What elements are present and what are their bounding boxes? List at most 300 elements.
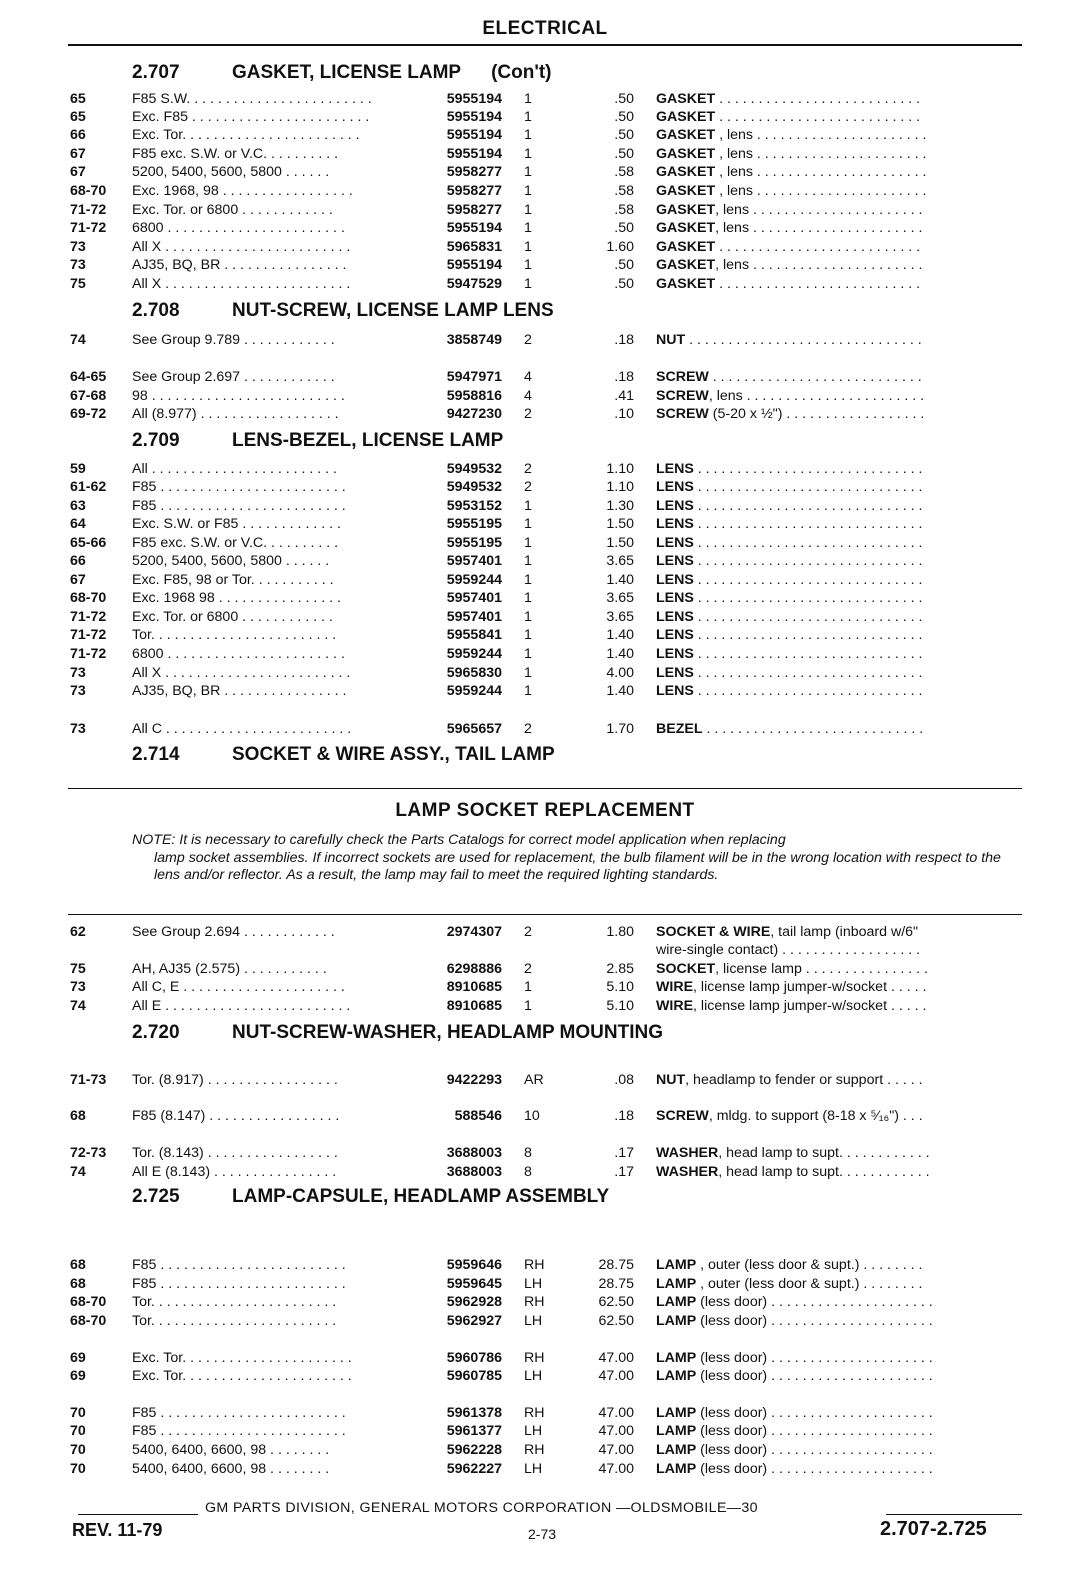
row-part-number: 8910685 [446, 979, 502, 995]
section-title: LAMP-CAPSULE, HEADLAMP ASSEMBLY [232, 1186, 610, 1207]
row-application: AJ35, BQ, BR . . . . . . . . . . . . . . . . [132, 257, 347, 273]
table-row [0, 1441, 1092, 1459]
row-year: 71-72 [70, 646, 107, 662]
row-year: 75 [70, 961, 86, 977]
section-heading [132, 1186, 609, 1208]
row-quantity: 1 [524, 535, 532, 551]
section-number: 2.709 [132, 430, 180, 451]
row-application: F85 . . . . . . . . . . . . . . . . . . . . . . . . [132, 1276, 346, 1292]
footer-rule-right [886, 1514, 1022, 1515]
row-description: LENS . . . . . . . . . . . . . . . . . . . . . . . . . . . . . [656, 498, 923, 514]
row-quantity: 1 [524, 553, 532, 569]
section-heading [132, 1022, 663, 1044]
row-part-number: 5959646 [446, 1257, 502, 1273]
row-quantity: 1 [524, 998, 532, 1014]
row-year: 59 [70, 461, 86, 477]
row-part-number: 5961377 [446, 1423, 502, 1439]
row-description: GASKET . . . . . . . . . . . . . . . . . . . . . . . . . . [656, 239, 921, 255]
row-year: 68-70 [70, 183, 107, 199]
table-row [0, 515, 1092, 533]
row-year: 62 [70, 924, 86, 940]
table-row [0, 1293, 1092, 1311]
table-row [0, 497, 1092, 515]
row-price: 47.00 [598, 1405, 634, 1421]
row-application: Tor. . . . . . . . . . . . . . . . . . . . . . . . [132, 627, 337, 643]
row-quantity: 1 [524, 646, 532, 662]
row-price: 2.85 [606, 961, 634, 977]
row-application: 5400, 6400, 6600, 98 . . . . . . . . [132, 1461, 330, 1477]
row-application: See Group 9.789 . . . . . . . . . . . . [132, 332, 335, 348]
table-row [0, 960, 1092, 978]
row-quantity: LH [524, 1461, 543, 1477]
row-description: LAMP (less door) . . . . . . . . . . . . . . . . . . . . . [656, 1294, 933, 1310]
row-quantity: LH [524, 1276, 543, 1292]
row-quantity: 1 [524, 627, 532, 643]
row-description: LENS . . . . . . . . . . . . . . . . . . . . . . . . . . . . . [656, 572, 923, 588]
section-heading [132, 300, 554, 322]
table-row [0, 460, 1092, 478]
row-year: 75 [70, 276, 86, 292]
table-row [0, 1460, 1092, 1478]
row-year: 68-70 [70, 1294, 107, 1310]
row-year: 65 [70, 109, 86, 125]
row-description: LENS . . . . . . . . . . . . . . . . . . . . . . . . . . . . . [656, 683, 923, 699]
row-price: .50 [614, 146, 634, 162]
row-quantity: 2 [524, 961, 532, 977]
row-quantity: RH [524, 1442, 545, 1458]
row-application: 6800 . . . . . . . . . . . . . . . . . . . . . . . [132, 220, 345, 236]
row-price: 1.30 [606, 498, 634, 514]
row-price: 1.40 [606, 683, 634, 699]
row-description: LAMP , outer (less door & supt.) . . . . . . . . [656, 1276, 923, 1292]
row-description: LENS . . . . . . . . . . . . . . . . . . . . . . . . . . . . . [656, 535, 923, 551]
row-application: Exc. Tor. or 6800 . . . . . . . . . . . . [132, 609, 333, 625]
row-year: 73 [70, 239, 86, 255]
row-year: 69-72 [70, 406, 107, 422]
table-row [0, 405, 1092, 423]
row-application: 98 . . . . . . . . . . . . . . . . . . . . . . . . . [132, 388, 345, 404]
row-description: GASKET . . . . . . . . . . . . . . . . . . . . . . . . . . [656, 276, 921, 292]
header-rule [68, 44, 1022, 46]
row-quantity: 2 [524, 479, 532, 495]
row-description: GASKET , lens . . . . . . . . . . . . . . . . . . . . . . [656, 127, 927, 143]
row-description: LENS . . . . . . . . . . . . . . . . . . . . . . . . . . . . . [656, 646, 923, 662]
table-row [0, 1144, 1092, 1162]
row-description: SCREW, lens . . . . . . . . . . . . . . . . . . . . . . . [656, 388, 925, 404]
note-first-line: NOTE: It is necessary to carefully check the Parts Catalogs for correct model application when replacing [132, 832, 786, 848]
row-application: F85 . . . . . . . . . . . . . . . . . . . . . . . . [132, 1257, 346, 1273]
row-part-number: 5959645 [446, 1276, 502, 1292]
row-description: NUT . . . . . . . . . . . . . . . . . . . . . . . . . . . . . . [656, 332, 922, 348]
row-year: 72-73 [70, 1145, 107, 1161]
row-application: Tor. . . . . . . . . . . . . . . . . . . . . . . . [132, 1294, 337, 1310]
section-title: NUT-SCREW, LICENSE LAMP LENS [232, 300, 554, 321]
row-quantity: 2 [524, 721, 532, 737]
row-part-number: 2974307 [446, 924, 502, 940]
row-part-number: 5965831 [446, 239, 502, 255]
row-application: All C, E . . . . . . . . . . . . . . . . . . . . . [132, 979, 345, 995]
row-part-number: 3688003 [446, 1145, 502, 1161]
row-part-number: 5955841 [446, 627, 502, 643]
table-row [0, 552, 1092, 570]
row-price: .50 [614, 91, 634, 107]
row-year: 67 [70, 146, 86, 162]
row-year: 71-72 [70, 609, 107, 625]
row-price: 5.10 [606, 998, 634, 1014]
row-application: All X . . . . . . . . . . . . . . . . . . . . . . . . [132, 239, 351, 255]
row-quantity: 1 [524, 665, 532, 681]
row-application: F85 exc. S.W. or V.C. . . . . . . . . . [132, 535, 339, 551]
row-price: 3.65 [606, 590, 634, 606]
row-part-number: 5962928 [446, 1294, 502, 1310]
row-part-number: 5960786 [446, 1350, 502, 1366]
row-price: .50 [614, 276, 634, 292]
row-application: All C . . . . . . . . . . . . . . . . . . . . . . . . [132, 721, 352, 737]
row-quantity: 1 [524, 979, 532, 995]
row-description: LENS . . . . . . . . . . . . . . . . . . . . . . . . . . . . . [656, 627, 923, 643]
row-application: See Group 2.694 . . . . . . . . . . . . [132, 924, 335, 940]
row-application: F85 S.W. . . . . . . . . . . . . . . . . . . . . . . . [132, 91, 372, 107]
row-description: GASKET , lens . . . . . . . . . . . . . . . . . . . . . . [656, 183, 927, 199]
row-quantity: 1 [524, 572, 532, 588]
row-part-number: 5955194 [446, 257, 502, 273]
row-year: 68-70 [70, 590, 107, 606]
table-row [0, 1422, 1092, 1440]
row-quantity: 4 [524, 369, 532, 385]
row-quantity: 8 [524, 1145, 532, 1161]
row-quantity: AR [524, 1072, 544, 1088]
row-description: LENS . . . . . . . . . . . . . . . . . . . . . . . . . . . . . [656, 609, 923, 625]
row-quantity: RH [524, 1257, 545, 1273]
row-part-number: 3858749 [446, 332, 502, 348]
row-year: 61-62 [70, 479, 107, 495]
row-description: GASKET , lens . . . . . . . . . . . . . . . . . . . . . . [656, 164, 927, 180]
row-description: GASKET, lens . . . . . . . . . . . . . . . . . . . . . . [656, 220, 923, 236]
row-part-number: 5947971 [446, 369, 502, 385]
row-year: 65-66 [70, 535, 107, 551]
row-description: SCREW (5-20 x ½") . . . . . . . . . . . . . . . . . . [656, 406, 925, 422]
table-row [0, 923, 1092, 941]
row-part-number: 5955194 [446, 220, 502, 236]
footer-page-number: 2-73 [528, 1526, 557, 1542]
row-application: Tor. . . . . . . . . . . . . . . . . . . . . . . . [132, 1313, 337, 1329]
row-price: 62.50 [598, 1294, 634, 1310]
row-part-number: 9422293 [446, 1072, 502, 1088]
table-row [0, 589, 1092, 607]
table-row [0, 1312, 1092, 1330]
row-part-number: 5949532 [446, 479, 502, 495]
table-row [0, 664, 1092, 682]
row-description: LAMP (less door) . . . . . . . . . . . . . . . . . . . . . [656, 1405, 933, 1421]
row-application: All E (8.143) . . . . . . . . . . . . . . . . [132, 1164, 337, 1180]
row-description: LAMP , outer (less door & supt.) . . . . . . . . [656, 1257, 923, 1273]
table-row [0, 1256, 1092, 1274]
row-description: LAMP (less door) . . . . . . . . . . . . . . . . . . . . . [656, 1442, 933, 1458]
table-row [0, 941, 1092, 959]
row-part-number: 5955194 [446, 127, 502, 143]
table-row [0, 275, 1092, 293]
table-row [0, 238, 1092, 256]
row-application: F85 exc. S.W. or V.C. . . . . . . . . . [132, 146, 339, 162]
row-description: LAMP (less door) . . . . . . . . . . . . . . . . . . . . . [656, 1350, 933, 1366]
row-application: Exc. F85 . . . . . . . . . . . . . . . . . . . . . . . [132, 109, 370, 125]
row-application: Exc. Tor. or 6800 . . . . . . . . . . . . [132, 202, 333, 218]
table-row [0, 387, 1092, 405]
row-quantity: 2 [524, 332, 532, 348]
row-application: AJ35, BQ, BR . . . . . . . . . . . . . . . . [132, 683, 347, 699]
table-row [0, 108, 1092, 126]
row-application: Exc. 1968 98 . . . . . . . . . . . . . . . . [132, 590, 341, 606]
row-price: .41 [614, 388, 634, 404]
row-application: All X . . . . . . . . . . . . . . . . . . . . . . . . [132, 665, 351, 681]
section-number: 2.714 [132, 744, 180, 765]
row-price: 1.10 [606, 461, 634, 477]
row-quantity: 1 [524, 498, 532, 514]
row-year: 69 [70, 1368, 86, 1384]
row-part-number: 5965657 [446, 721, 502, 737]
table-row [0, 331, 1092, 349]
row-year: 70 [70, 1461, 86, 1477]
row-price: 1.60 [606, 239, 634, 255]
row-description: GASKET . . . . . . . . . . . . . . . . . . . . . . . . . . [656, 91, 921, 107]
row-quantity: LH [524, 1313, 543, 1329]
table-row [0, 1275, 1092, 1293]
row-part-number: 5965830 [446, 665, 502, 681]
row-application: Exc. 1968, 98 . . . . . . . . . . . . . . . . . [132, 183, 353, 199]
row-price: 3.65 [606, 553, 634, 569]
row-quantity: 1 [524, 202, 532, 218]
row-price: 4.00 [606, 665, 634, 681]
row-quantity: 1 [524, 183, 532, 199]
table-row [0, 571, 1092, 589]
row-quantity: 1 [524, 239, 532, 255]
row-price: 1.50 [606, 535, 634, 551]
table-row [0, 997, 1092, 1015]
row-year: 73 [70, 257, 86, 273]
row-price: .50 [614, 257, 634, 273]
table-row [0, 1349, 1092, 1367]
table-row [0, 608, 1092, 626]
row-application: Tor. (8.143) . . . . . . . . . . . . . . . . . [132, 1145, 338, 1161]
footer-publisher: GM PARTS DIVISION, GENERAL MOTORS CORPORATION —OLDSMOBILE—30 [205, 1500, 758, 1516]
row-application: Exc. Tor. . . . . . . . . . . . . . . . . . . . . . [132, 1350, 352, 1366]
row-part-number: 5958277 [446, 183, 502, 199]
row-part-number: 8910685 [446, 998, 502, 1014]
row-quantity: 1 [524, 164, 532, 180]
row-description: GASKET . . . . . . . . . . . . . . . . . . . . . . . . . . [656, 109, 921, 125]
row-year: 68 [70, 1276, 86, 1292]
row-description: LENS . . . . . . . . . . . . . . . . . . . . . . . . . . . . . [656, 479, 923, 495]
row-year: 74 [70, 332, 86, 348]
row-part-number: 588546 [454, 1108, 502, 1124]
row-description: GASKET , lens . . . . . . . . . . . . . . . . . . . . . . [656, 146, 927, 162]
section-title: SOCKET & WIRE ASSY., TAIL LAMP [232, 744, 555, 765]
table-row [0, 682, 1092, 700]
row-application: F85 . . . . . . . . . . . . . . . . . . . . . . . . [132, 1423, 346, 1439]
row-part-number: 5958816 [446, 388, 502, 404]
row-price: .08 [614, 1072, 634, 1088]
row-part-number: 5959244 [446, 683, 502, 699]
row-year: 66 [70, 127, 86, 143]
row-description: NUT, headlamp to fender or support . . . . . [656, 1072, 923, 1088]
section-title: GASKET, LICENSE LAMP [232, 62, 462, 83]
table-row [0, 256, 1092, 274]
row-description: LAMP (less door) . . . . . . . . . . . . . . . . . . . . . [656, 1461, 933, 1477]
row-year: 65 [70, 91, 86, 107]
section-heading [132, 744, 555, 766]
row-application: See Group 2.697 . . . . . . . . . . . . [132, 369, 335, 385]
row-part-number: 5955194 [446, 146, 502, 162]
table-row [0, 626, 1092, 644]
row-quantity: 2 [524, 406, 532, 422]
row-quantity: 1 [524, 146, 532, 162]
row-application: 5200, 5400, 5600, 5800 . . . . . . [132, 553, 330, 569]
table-row [0, 645, 1092, 663]
section-number: 2.707 [132, 62, 180, 83]
lamp-socket-note [132, 832, 1012, 885]
row-quantity: 1 [524, 276, 532, 292]
row-part-number: 5949532 [446, 461, 502, 477]
row-price: .50 [614, 127, 634, 143]
row-price: 28.75 [598, 1257, 634, 1273]
row-description: LAMP (less door) . . . . . . . . . . . . . . . . . . . . . [656, 1313, 933, 1329]
row-part-number: 6298886 [446, 961, 502, 977]
row-description: GASKET, lens . . . . . . . . . . . . . . . . . . . . . . [656, 202, 923, 218]
row-application: All E . . . . . . . . . . . . . . . . . . . . . . . . [132, 998, 351, 1014]
row-price: .50 [614, 109, 634, 125]
row-quantity: 2 [524, 924, 532, 940]
row-price: 62.50 [598, 1313, 634, 1329]
row-price: .17 [614, 1164, 634, 1180]
row-price: 1.40 [606, 627, 634, 643]
section-title: NUT-SCREW-WASHER, HEADLAMP MOUNTING [232, 1022, 663, 1043]
row-price: 1.70 [606, 721, 634, 737]
row-application: Tor. (8.917) . . . . . . . . . . . . . . . . . [132, 1072, 338, 1088]
row-year: 68-70 [70, 1313, 107, 1329]
row-price: .18 [614, 332, 634, 348]
table-row [0, 201, 1092, 219]
row-year: 64-65 [70, 369, 107, 385]
row-year: 74 [70, 1164, 86, 1180]
row-part-number: 5953152 [446, 498, 502, 514]
row-description: LENS . . . . . . . . . . . . . . . . . . . . . . . . . . . . . [656, 553, 923, 569]
row-application: F85 (8.147) . . . . . . . . . . . . . . . . . [132, 1108, 340, 1124]
row-year: 71-72 [70, 627, 107, 643]
page-header: ELECTRICAL [482, 18, 608, 39]
section-number: 2.720 [132, 1022, 180, 1043]
row-description: LENS . . . . . . . . . . . . . . . . . . . . . . . . . . . . . [656, 665, 923, 681]
row-price: 1.80 [606, 924, 634, 940]
row-description: WIRE, license lamp jumper-w/socket . . . . . [656, 998, 927, 1014]
table-row [0, 182, 1092, 200]
row-price: .58 [614, 183, 634, 199]
row-price: 1.40 [606, 646, 634, 662]
row-description: LENS . . . . . . . . . . . . . . . . . . . . . . . . . . . . . [656, 516, 923, 532]
table-row [0, 720, 1092, 738]
row-quantity: 1 [524, 257, 532, 273]
row-description: GASKET, lens . . . . . . . . . . . . . . . . . . . . . . [656, 257, 923, 273]
row-price: .10 [614, 406, 634, 422]
table-row [0, 478, 1092, 496]
row-description: LAMP (less door) . . . . . . . . . . . . . . . . . . . . . [656, 1368, 933, 1384]
row-year: 70 [70, 1405, 86, 1421]
table-row [0, 1107, 1092, 1125]
row-description: SOCKET, license lamp . . . . . . . . . . . . . . . . [656, 961, 928, 977]
row-part-number: 5957401 [446, 609, 502, 625]
row-application: 6800 . . . . . . . . . . . . . . . . . . . . . . . [132, 646, 345, 662]
row-year: 68 [70, 1108, 86, 1124]
row-part-number: 5955195 [446, 516, 502, 532]
section-number: 2.708 [132, 300, 180, 321]
row-price: 1.40 [606, 572, 634, 588]
row-year: 73 [70, 665, 86, 681]
row-part-number: 5962228 [446, 1442, 502, 1458]
row-price: .50 [614, 220, 634, 236]
row-year: 74 [70, 998, 86, 1014]
row-quantity: LH [524, 1423, 543, 1439]
row-year: 71-72 [70, 220, 107, 236]
row-price: .18 [614, 1108, 634, 1124]
row-description: WASHER, head lamp to supt. . . . . . . . . . . . [656, 1164, 930, 1180]
row-quantity: 1 [524, 590, 532, 606]
row-description: LENS . . . . . . . . . . . . . . . . . . . . . . . . . . . . . [656, 590, 923, 606]
table-row [0, 1404, 1092, 1422]
section-continued: (Con't) [491, 62, 552, 83]
row-price: .17 [614, 1145, 634, 1161]
table-row [0, 1071, 1092, 1089]
section-heading [132, 62, 552, 84]
row-part-number: 5962227 [446, 1461, 502, 1477]
table-row [0, 219, 1092, 237]
row-quantity: 1 [524, 683, 532, 699]
section-title: LENS-BEZEL, LICENSE LAMP [232, 430, 504, 451]
row-description: wire-single contact) . . . . . . . . . . . . . . . . . . [656, 942, 921, 958]
row-quantity: 4 [524, 388, 532, 404]
row-price: 47.00 [598, 1368, 634, 1384]
row-quantity: 1 [524, 109, 532, 125]
row-part-number: 5962927 [446, 1313, 502, 1329]
row-application: All (8.977) . . . . . . . . . . . . . . . . . . [132, 406, 339, 422]
row-part-number: 5957401 [446, 590, 502, 606]
row-year: 70 [70, 1442, 86, 1458]
row-quantity: LH [524, 1368, 543, 1384]
row-description: SOCKET & WIRE, tail lamp (inboard w/6" [656, 924, 919, 940]
row-description: SCREW . . . . . . . . . . . . . . . . . . . . . . . . . . . [656, 369, 922, 385]
row-description: SCREW, mldg. to support (8-18 x ⁵⁄₁₆") . . . [656, 1108, 923, 1124]
row-description: WASHER, head lamp to supt. . . . . . . . . . . . [656, 1145, 930, 1161]
row-year: 64 [70, 516, 86, 532]
row-year: 73 [70, 979, 86, 995]
row-price: 47.00 [598, 1461, 634, 1477]
row-application: 5200, 5400, 5600, 5800 . . . . . . [132, 164, 330, 180]
lamp-socket-title: LAMP SOCKET REPLACEMENT [395, 800, 695, 821]
note-continuation: lamp socket assemblies. If incorrect sockets are used for replacement, the bulb filament will be in the wrong location with respect to the lens and/or reflector. As a result, the lamp may fail to meet the required lighting standards. [154, 849, 1001, 883]
footer-section-range: 2.707-2.725 [880, 1518, 987, 1540]
row-part-number: 5960785 [446, 1368, 502, 1384]
row-application: Exc. F85, 98 or Tor. . . . . . . . . . . [132, 572, 334, 588]
row-price: 47.00 [598, 1350, 634, 1366]
row-part-number: 3688003 [446, 1164, 502, 1180]
row-description: LENS . . . . . . . . . . . . . . . . . . . . . . . . . . . . . [656, 461, 923, 477]
row-application: F85 . . . . . . . . . . . . . . . . . . . . . . . . [132, 479, 346, 495]
section-number: 2.725 [132, 1186, 180, 1207]
row-year: 71-72 [70, 202, 107, 218]
footer-revision: REV. 11-79 [72, 1520, 163, 1540]
row-year: 67-68 [70, 388, 107, 404]
row-price: .18 [614, 369, 634, 385]
row-year: 70 [70, 1423, 86, 1439]
row-application: All . . . . . . . . . . . . . . . . . . . . . . . . [132, 461, 337, 477]
